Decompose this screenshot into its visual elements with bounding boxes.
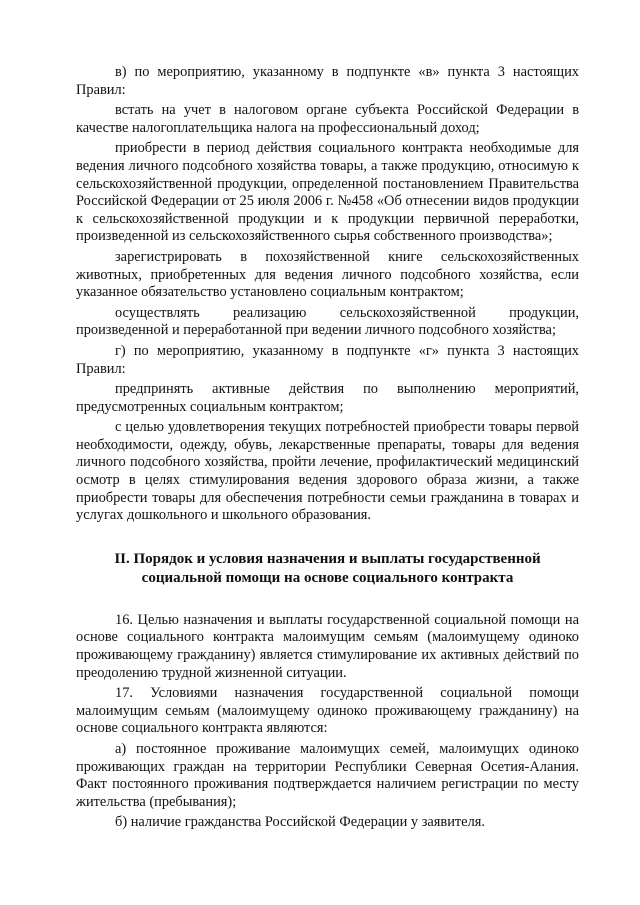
section-heading-line-1: II. Порядок и условия назначения и выплаты государственной [114,550,541,567]
paragraph-subitem-g: г) по мероприятию, указанному в подпункте «г» пункта 3 настоящих Правил: [76,342,579,377]
paragraph-acquire-goods: приобрести в период действия социального контракта необходимые для ведения личного подсобного хозяйства товары, а также продукцию, относимую к сельскохозяйственной продукции, определенной постановлением Правительства Российской Федерации от 25 июля 2006 г. №458 «Об отнесении видов продукции к сельскохозяйственной продукции и к продукции первичной переработки, произведенной из сельскохозяйственного сырья собственного производства»; [76,140,579,245]
paragraph-item-17: 17. Условиями назначения государственной социальной помощи малоимущим семьям (малоимущему одиноко проживающему гражданину) на основе социального контракта являются: [76,685,579,737]
paragraph-sell-produce: осуществлять реализацию сельскохозяйственной продукции, произведенной и переработанной при ведении личного подсобного хозяйства; [76,304,579,339]
paragraph-tax-registration: встать на учет в налоговом органе субъекта Российской Федерации в качестве налогоплательщика налога на профессиональный доход; [76,102,579,136]
text-block-top [76,64,579,832]
paragraph-item-16: 16. Целью назначения и выплаты государственной социальной помощи на основе социального контракта малоимущим семьям (малоимущему одиноко проживающему гражданину) является стимулирование их активных действий по преодолению трудной жизненной ситуации. [76,611,579,681]
paragraph-subitem-v: в) по мероприятию, указанному в подпункте «в» пункта 3 настоящих Правил: [76,64,579,98]
paragraph-condition-a: а) постоянное проживание малоимущих семей, малоимущих одиноко проживающих граждан на территории Республики Северная Осетия-Алания. Факт постоянного проживания подтверждается наличием регистрации по месту жительства (пребывания); [76,741,579,810]
paragraph-condition-b: б) наличие гражданства Российской Федерации у заявителя. [115,814,485,831]
paragraph-current-needs: с целью удовлетворения текущих потребностей приобрести товары первой необходимости, одежду, обувь, лекарственные препараты, товары для ведения личного подсобного хозяйства, пройти лечение, профилактический медицинский осмотр в целях стимулирования ведения здорового образа жизни, а также приобрести товары для обеспечения потребности семьи гражданина в товарах и услугах дошкольного и школьного образования. [76,419,579,524]
paragraph-register-animals: зарегистрировать в похозяйственной книге сельскохозяйственных животных, приобретенных для ведения личного подсобного хозяйства, если указанное обязательство установлено социальным контрактом; [76,248,579,301]
section-heading-line-2: социальной помощи на основе социального контракта [141,569,514,586]
section-heading [76,550,579,588]
paragraph-active-actions: предпринять активные действия по выполнению мероприятий, предусмотренных социальным контрактом; [76,381,579,415]
